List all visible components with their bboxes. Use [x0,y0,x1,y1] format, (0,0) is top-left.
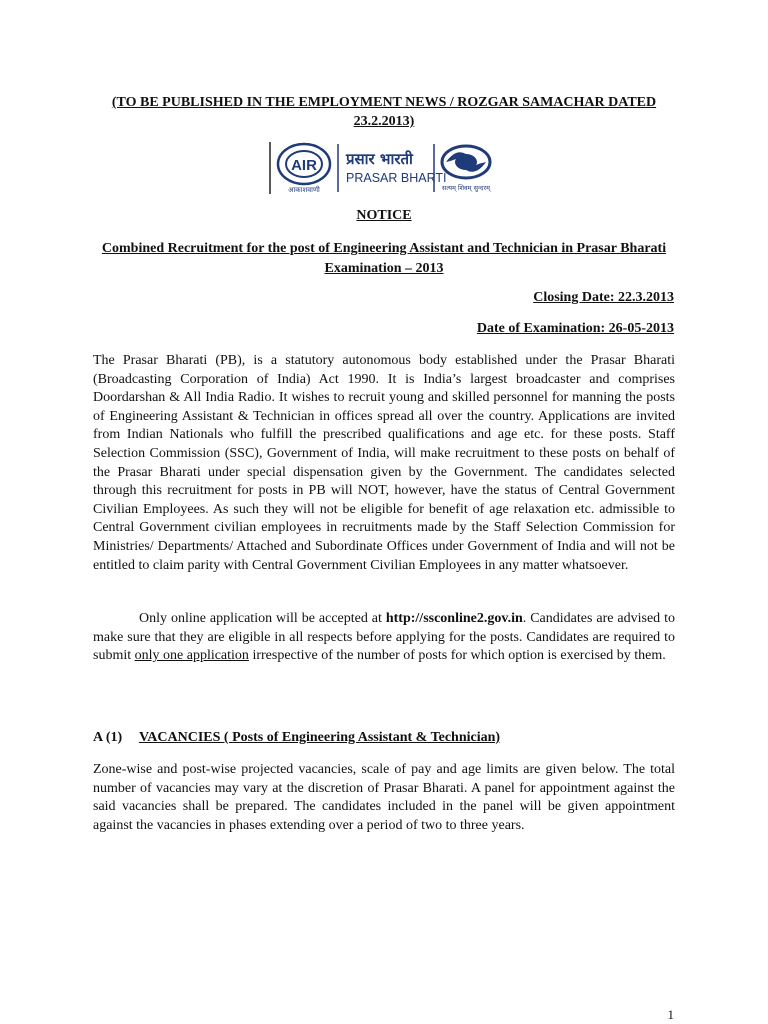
prasar-bharati-logo-graphic [268,140,498,196]
air-emblem-icon [278,144,330,194]
notice-title: NOTICE [356,208,412,223]
application-url-link[interactable]: http://ssconline2.gov.in [385,611,523,626]
section-number: A (1) [93,730,123,745]
logo-english-text: PRASAR BHARTI [346,171,447,185]
prasar-bharati-logo [268,140,498,196]
vacancies-paragraph: Zone-wise and post-wise projected vacancies, scale of pay and age limits are given below. The total number of vacancies may vary at the discretion of Prasar Bharati. A panel for appointment against the said vacancies shall be prepared. The candidates included in the panel will be given appointment against the vacancies in phases extending over a period of two to three years. [93,762,675,833]
intro-paragraph: The Prasar Bharati (PB), is a statutory autonomous body established under the Prasar Bharati (Broadcasting Corporation of India) Act 1990. It is India’s largest broadcaster and comprises Doordarshan & All India Radio. It wishes to recruit young and skilled personnel for manning the posts of Engineering Assistant & Technician in offices spread all over the country. Applications are invited from Indian Nationals who fulfill the prescribed qualifications and age etc. for these posts. Staff Selection Commission (SSC), Government of India, will make recruitment to these posts on behalf of the Prasar Bharati under special dispensation given by the Government. The candidates selected through this recruitment for posts in PB will NOT, however, have the status of Central Government Civilian Employees. As such they will not be eligible for benefit of age relaxation etc. admissible to Central Government civilian employees in recruitments made by the Staff Selection Commission for Ministries/ Departments/ Attached and Subordinate Offices under Government of India and will not be entitled to claim parity with Central Government Civilian Employees in any matter whatsoever. [93,353,675,573]
section-vacancies-heading [93,730,500,746]
page-number: 1 [667,1007,674,1022]
closing-date: Closing Date: 22.3.2013 [533,290,674,305]
publication-header-line2: 23.2.2013) [353,114,415,129]
publication-header-line1: (TO BE PUBLISHED IN THE EMPLOYMENT NEWS / ROZGAR SAMACHAR DATED [111,95,657,110]
para2-text-b: . Candidates are advised to make sure that they are eligible in all respects before applying for the posts. Candidates are required to submit [93,611,676,664]
notice-subtitle-line2: Examination – 2013 [324,261,444,276]
air-emblem-text: AIR [291,157,317,174]
notice-subtitle [93,239,675,279]
section-title: VACANCIES ( Posts of Engineering Assistant & Technician) [139,730,501,745]
para2-text-c: irrespective of the number of posts for which option is exercised by them. [248,648,666,664]
doordarshan-emblem-icon [442,146,491,192]
para2-text-a: Only online application will be accepted at [139,611,386,626]
dd-motto-text: सत्यम् शिवम् सुन्दरम् [441,184,491,192]
notice-subtitle-line1: Combined Recruitment for the post of Engineering Assistant and Technician in Prasar Bharati [101,241,667,256]
air-motto-text: आकाशवाणी [288,186,320,194]
exam-date: Date of Examination: 26-05-2013 [476,321,674,336]
one-application-underlined: only one application [134,648,249,664]
online-application-paragraph [93,610,675,666]
logo-hindi-text: प्रसार भारती [346,150,413,168]
